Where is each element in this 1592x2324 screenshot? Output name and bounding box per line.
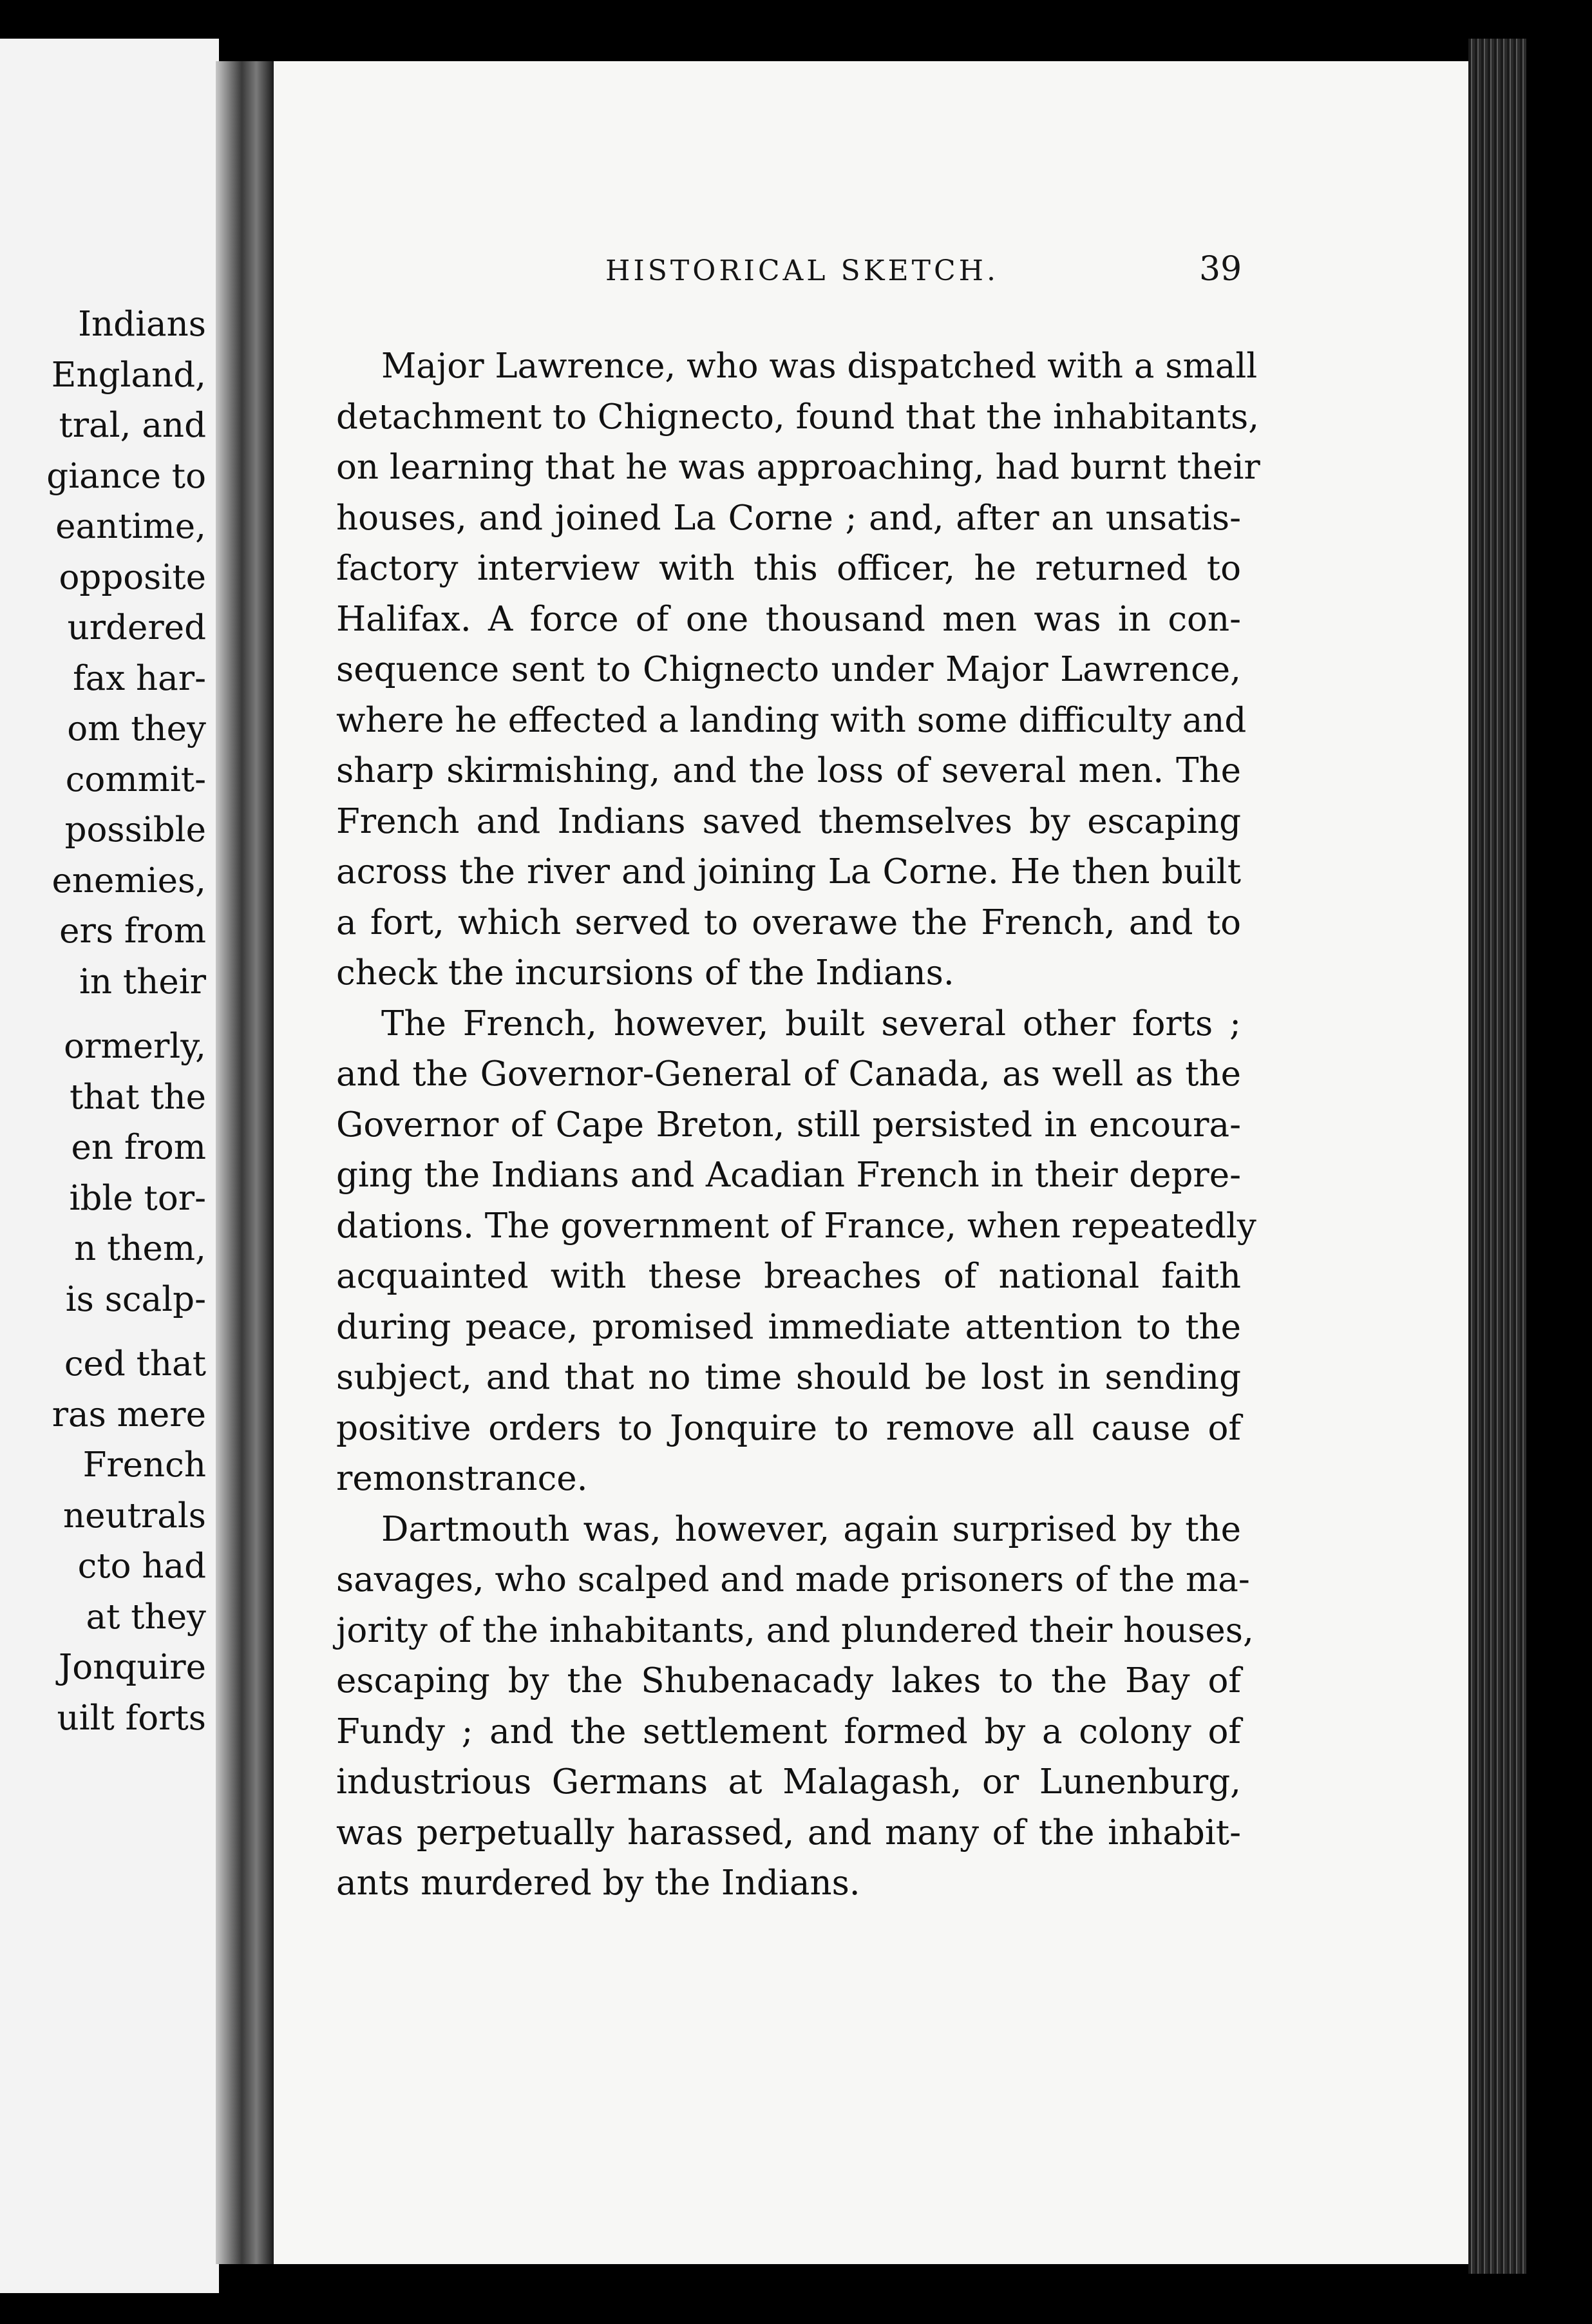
left-line: ers from <box>59 911 206 951</box>
text-line: Major Lawrence, who was dispatched with a small <box>381 347 1258 386</box>
text-line: remonstrance. <box>336 1459 588 1498</box>
text-line: French and Indians saved themselves by escaping <box>336 801 1241 841</box>
text-line: escaping by the Shubenacady lakes to the Bay of <box>336 1661 1241 1700</box>
page-edges <box>1468 39 1526 2274</box>
text-line: acquainted with these breaches of national faith <box>336 1257 1241 1296</box>
text-line: The French, however, built several other forts ; <box>381 1004 1241 1043</box>
text-line: positive orders to Jonquire to remove all cause of <box>336 1408 1241 1448</box>
left-line: is scalp- <box>65 1279 206 1319</box>
left-line: that the <box>70 1077 206 1117</box>
text-line: Dartmouth was, however, again surprised by the <box>381 1509 1241 1549</box>
paragraph <box>336 341 1260 999</box>
left-line: urdered <box>67 608 206 647</box>
left-line: n them, <box>74 1229 206 1268</box>
left-line: ras mere <box>52 1395 206 1434</box>
left-line: giance to <box>46 456 206 496</box>
text-line: across the river and joining La Corne. He then built <box>336 852 1241 891</box>
left-line: in their <box>79 962 206 1002</box>
left-line: neutrals <box>62 1496 206 1536</box>
left-line: fax har- <box>73 658 206 698</box>
paragraph <box>336 1505 1254 1909</box>
left-line: en from <box>71 1128 206 1167</box>
left-line: French <box>82 1445 206 1485</box>
left-line: at they <box>86 1597 206 1637</box>
text-line: ging the Indians and Acadian French in their depre- <box>336 1156 1241 1195</box>
paragraph <box>336 999 1256 1505</box>
text-line: sharp skirmishing, and the loss of several men. The <box>336 751 1241 790</box>
text-line: houses, and joined La Corne ; and, after an unsatis- <box>336 498 1241 538</box>
text-line: Governor of Cape Breton, still persisted in encoura- <box>336 1105 1241 1145</box>
text-line: savages, who scalped and made prisoners of the ma- <box>336 1560 1250 1599</box>
left-line: Indians <box>78 305 206 344</box>
text-line: check the incursions of the Indians. <box>336 953 954 993</box>
left-line: ced that <box>64 1344 206 1384</box>
text-line: subject, and that no time should be lost in sending <box>336 1358 1241 1397</box>
left-line: tral, and <box>59 406 206 445</box>
body-text <box>336 341 1260 1909</box>
text-line: was perpetually harassed, and many of the inhabit- <box>336 1813 1241 1853</box>
text-line: and the Governor-General of Canada, as well as the <box>336 1054 1241 1094</box>
running-head: HISTORICAL SKETCH. <box>605 254 999 287</box>
text-line: on learning that he was approaching, had burnt their <box>336 448 1260 487</box>
text-line: jority of the inhabitants, and plundered their houses, <box>336 1610 1254 1650</box>
book-gutter <box>216 61 274 2264</box>
page-number: 39 <box>1199 250 1242 289</box>
text-line: detachment to Chignecto, found that the inhabitants, <box>336 397 1260 437</box>
text-line: sequence sent to Chignecto under Major Lawrence, <box>336 650 1241 689</box>
text-line: Halifax. A force of one thousand men was in con- <box>336 599 1241 639</box>
left-line: possible <box>64 810 206 850</box>
text-line: a fort, which served to overawe the French, and to <box>336 902 1241 942</box>
left-line: ormerly, <box>64 1027 206 1066</box>
left-line: commit- <box>65 759 206 799</box>
text-line: during peace, promised immediate attention to the <box>336 1307 1241 1347</box>
text-line: Fundy ; and the settlement formed by a colony of <box>336 1711 1241 1751</box>
left-line: om they <box>67 709 206 748</box>
left-line: opposite <box>59 557 206 597</box>
left-page-text <box>0 300 206 1744</box>
left-line: ible tor- <box>69 1178 206 1218</box>
text-line: where he effected a landing with some difficulty and <box>336 700 1247 740</box>
text-line: factory interview with this officer, he returned to <box>336 549 1241 588</box>
left-line: eantime, <box>55 507 206 546</box>
left-line: enemies, <box>52 861 206 900</box>
left-line: Jonquire <box>58 1648 206 1687</box>
left-line: uilt forts <box>57 1698 206 1738</box>
text-line: ants murdered by the Indians. <box>336 1863 860 1903</box>
text-line: dations. The government of France, when repeatedly <box>336 1206 1256 1246</box>
text-line: industrious Germans at Malagash, or Lunenburg, <box>336 1762 1241 1802</box>
left-line: England, <box>51 355 206 395</box>
left-line: cto had <box>77 1547 206 1586</box>
